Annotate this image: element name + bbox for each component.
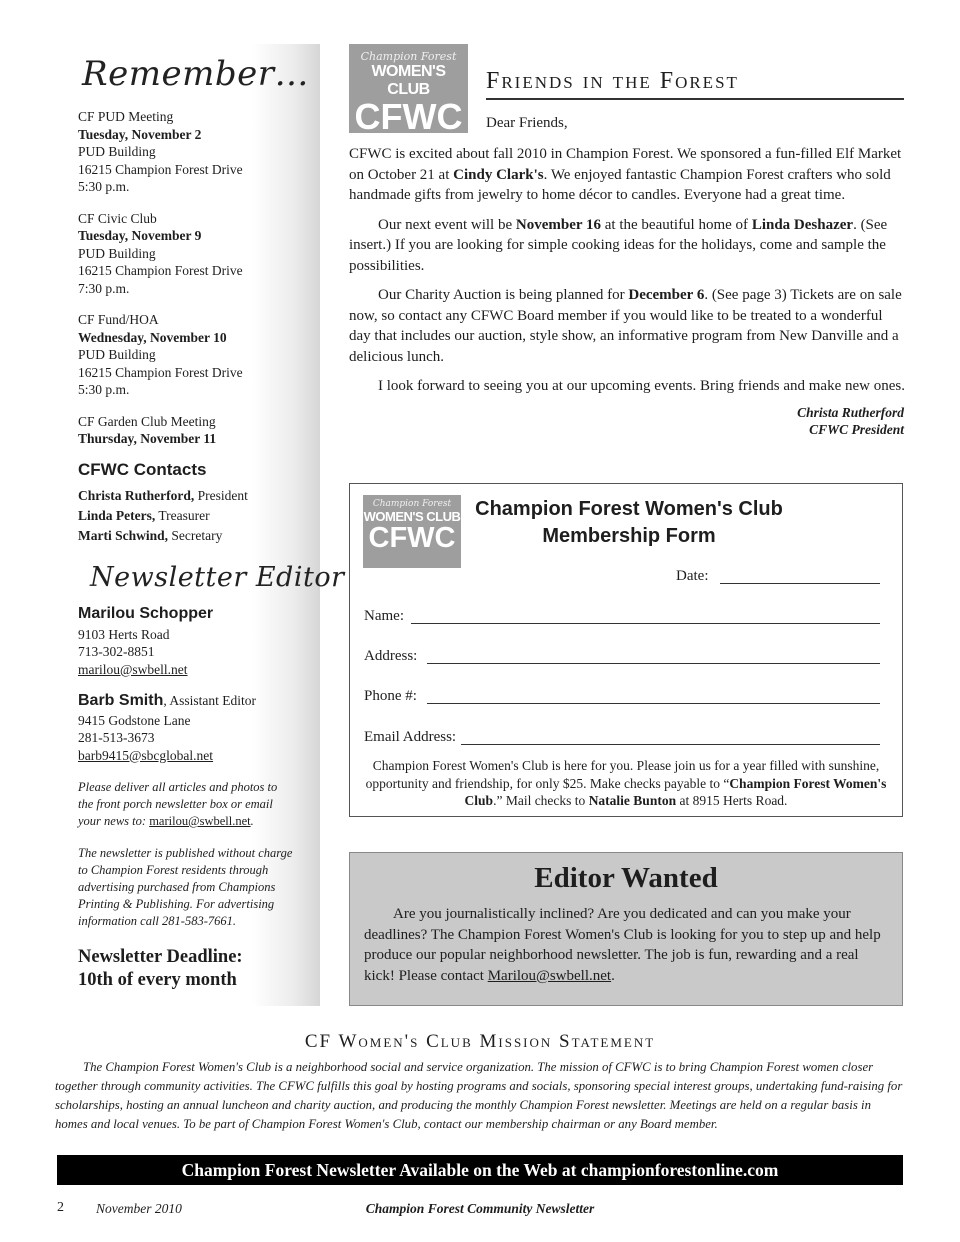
wanted-email-link[interactable]: Marilou@swbell.net — [487, 967, 612, 984]
publish-note: The newsletter is published without charge to Champion Forest residents through advertising purchased from Champions Printing & Publishing. For advertising information call 281-583-7661. — [78, 846, 293, 928]
assistant-header — [78, 692, 314, 710]
logo-cfwc-text: CFWC — [354, 96, 463, 137]
newsletter-editor-heading: Newsletter Editor — [90, 562, 345, 593]
assistant-address: 9415 Godstone Lane — [78, 712, 191, 728]
contacts-list — [78, 486, 248, 546]
cfwc-logo — [349, 44, 468, 137]
deliver-email-link[interactable]: marilou@swbell.net — [149, 814, 251, 828]
cfwc-logo-small — [363, 495, 461, 568]
page-number: 2 — [57, 1200, 64, 1215]
contact-role: Treasurer — [158, 508, 210, 523]
name-label: Name: — [364, 608, 404, 624]
contact-name: Marti Schwind, — [78, 528, 169, 543]
remember-heading: Remember… — [82, 54, 309, 94]
greeting: Dear Friends, — [486, 115, 568, 131]
editor-wanted-text — [364, 904, 890, 986]
deliver-note — [78, 779, 294, 830]
mission-text: The Champion Forest Women's Club is a neighborhood social and service organization. The mission of CFWC is to bring Champion Forest women closer together through community activities. The CFWC fulfills this goal by hosting programs and socials, sponsoring special interest groups, undertaking fund-raising for scholarships, hosting an annual luncheon and charity auction, and producing the monthly Champion Forest newsletter. Meetings are held on a regular basis in homes and local venues. To be part of Champion Forest Women's Club, contact our membership chairman or any Board member. — [55, 1060, 903, 1131]
editor-phone: 713-302-8851 — [78, 644, 155, 659]
event-name: CF Fund/HOA — [78, 312, 159, 327]
editor-info — [78, 605, 314, 678]
contact-item — [78, 486, 248, 506]
event-place: PUD Building — [78, 347, 156, 362]
email-label: Email Address: — [364, 729, 457, 745]
editor-wanted-heading: Editor Wanted — [534, 862, 718, 894]
assistant-role: , Assistant Editor — [163, 693, 256, 708]
text-run: . — [611, 967, 615, 984]
text-run: . We enjoyed fantastic Champion Forest crafters who sold handmade gifts from jewelry to home décor to candles. Everyone had a great time. — [349, 166, 891, 203]
event-place: PUD Building — [78, 144, 156, 159]
letter-body — [349, 144, 905, 406]
letter-paragraph — [349, 285, 905, 367]
address-label: Address: — [364, 648, 418, 664]
form-title-line2: Membership Form — [542, 525, 716, 547]
newsletter-deadline — [78, 946, 243, 992]
bold-run: Linda Deshazer — [751, 216, 854, 233]
contact-name: Christa Rutherford, — [78, 488, 195, 503]
contact-item — [78, 526, 248, 546]
event-item — [78, 108, 314, 196]
event-date: Tuesday, November 9 — [78, 228, 202, 243]
letter-paragraph — [349, 215, 905, 277]
email-field[interactable] — [461, 744, 880, 745]
logo-cfwc-text: CFWC — [368, 522, 456, 554]
contact-role: Secretary — [171, 528, 223, 543]
event-list — [78, 108, 314, 462]
logo-script-text: Champion Forest — [360, 50, 457, 63]
contact-item — [78, 506, 248, 526]
event-name: CF PUD Meeting — [78, 109, 174, 124]
phone-label: Phone #: — [364, 688, 417, 704]
bold-run: Cindy Clark's — [453, 166, 544, 183]
signature-name: Christa Rutherford — [797, 405, 904, 420]
event-date: Tuesday, November 2 — [78, 126, 202, 142]
assistant-name: Barb Smith — [78, 692, 164, 709]
text-run: Our Charity Auction is being planned for — [378, 287, 629, 303]
event-address: 16215 Champion Forest Drive — [78, 263, 243, 278]
bold-run: Champion Forest Women's Club — [464, 775, 887, 808]
name-field[interactable] — [411, 623, 880, 624]
text-run: at 8915 Herts Road. — [676, 793, 788, 808]
contact-role: President — [197, 488, 248, 503]
logo-womens-club-text: WOMEN'S CLUB — [371, 63, 446, 98]
footer-date: November 2010 — [96, 1201, 182, 1216]
signature-title: CFWC President — [809, 422, 904, 437]
bold-run: November 16 — [515, 216, 602, 233]
editor-name: Marilou Schopper — [78, 605, 214, 622]
mission-heading: CF Women's Club Mission Statement — [304, 1031, 656, 1052]
deadline-value: 10th of every month — [78, 970, 237, 990]
contact-name: Linda Peters, — [78, 508, 156, 523]
editor-address: 9103 Herts Road — [78, 626, 170, 642]
text-run: Champion Forest Women's Club is here for you. Please join us for a year filled with sunshine, opportunity and friendship, for only $25. Make checks payable to “ — [365, 758, 880, 791]
membership-note — [360, 757, 892, 810]
event-address: 16215 Champion Forest Drive — [78, 161, 243, 177]
bold-run: December 6 — [628, 287, 705, 303]
date-field[interactable] — [720, 583, 880, 584]
footer-title: Champion Forest Community Newsletter — [365, 1201, 595, 1216]
text-run: . (See insert.) If you are looking for simple cooking ideas for the holidays, come and sample the possibilities. — [349, 216, 888, 274]
form-title — [474, 496, 784, 550]
deadline-label: Newsletter Deadline: — [78, 947, 243, 967]
event-time: 5:30 p.m. — [78, 179, 130, 194]
contacts-heading: CFWC Contacts — [78, 460, 207, 479]
event-address: 16215 Champion Forest Drive — [78, 364, 243, 380]
event-item — [78, 413, 314, 448]
event-item — [78, 311, 314, 399]
event-date: Thursday, November 11 — [78, 431, 217, 446]
logo-script-text: Champion Forest — [372, 499, 452, 509]
event-name: CF Civic Club — [78, 210, 157, 226]
event-name: CF Garden Club Meeting — [78, 413, 216, 429]
date-label: Date: — [676, 568, 709, 584]
editor-email-link[interactable]: marilou@swbell.net — [78, 661, 188, 677]
event-time: 7:30 p.m. — [78, 280, 130, 296]
event-date: Wednesday, November 10 — [78, 329, 227, 345]
text-run: . (See page 3) Tickets are on sale now, so contact any CFWC Board member if you would like to be treated to a wonderful day that includes our auction, style show, an informative program from New Danville and a delicious lunch. — [349, 287, 902, 365]
logo-womens-club-text: WOMEN'S CLUB — [363, 509, 461, 524]
text-run: Our next event will be — [378, 216, 516, 233]
text-run: at the beautiful home of — [601, 216, 752, 233]
bold-run: Natalie Bunton — [588, 793, 677, 808]
assistant-email-link[interactable]: barb9415@sbcglobal.net — [78, 747, 214, 763]
assistant-phone: 281-513-3673 — [78, 730, 155, 745]
text-run: .” Mail checks to — [493, 793, 589, 808]
text-run: Are you journalistically inclined? Are you dedicated and can you make your deadlines? The Champion Forest Women's Club is looking for you to step up and help produce our popular neighborhood newsletter. The job is fun, rewarding and a real kick! Please contact — [364, 906, 881, 984]
event-place: PUD Building — [78, 245, 156, 261]
letter-paragraph: I look forward to seeing you at our upcoming events. Bring friends and make new ones. — [378, 378, 905, 394]
event-item — [78, 210, 314, 298]
letter-paragraph — [349, 144, 905, 206]
text-run: CFWC is excited about fall 2010 in Champion Forest. We sponsored a fun-filled Elf Market on October 21 at — [349, 146, 902, 183]
web-banner: Champion Forest Newsletter Available on the Web at championforestonline.com — [57, 1155, 903, 1185]
phone-field[interactable] — [427, 703, 880, 704]
address-field[interactable] — [427, 663, 880, 664]
heading-rule — [486, 98, 904, 100]
assistant-editor-info — [78, 692, 314, 764]
form-title-line1: Champion Forest Women's Club — [475, 498, 783, 520]
deliver-note-end: . — [250, 814, 254, 828]
friends-heading: Friends in the Forest — [486, 68, 739, 94]
event-time: 5:30 p.m. — [78, 382, 130, 397]
signature — [600, 404, 904, 438]
deliver-note-text: Please deliver all articles and photos to the front porch newsletter box or email your news to: — [78, 780, 278, 828]
